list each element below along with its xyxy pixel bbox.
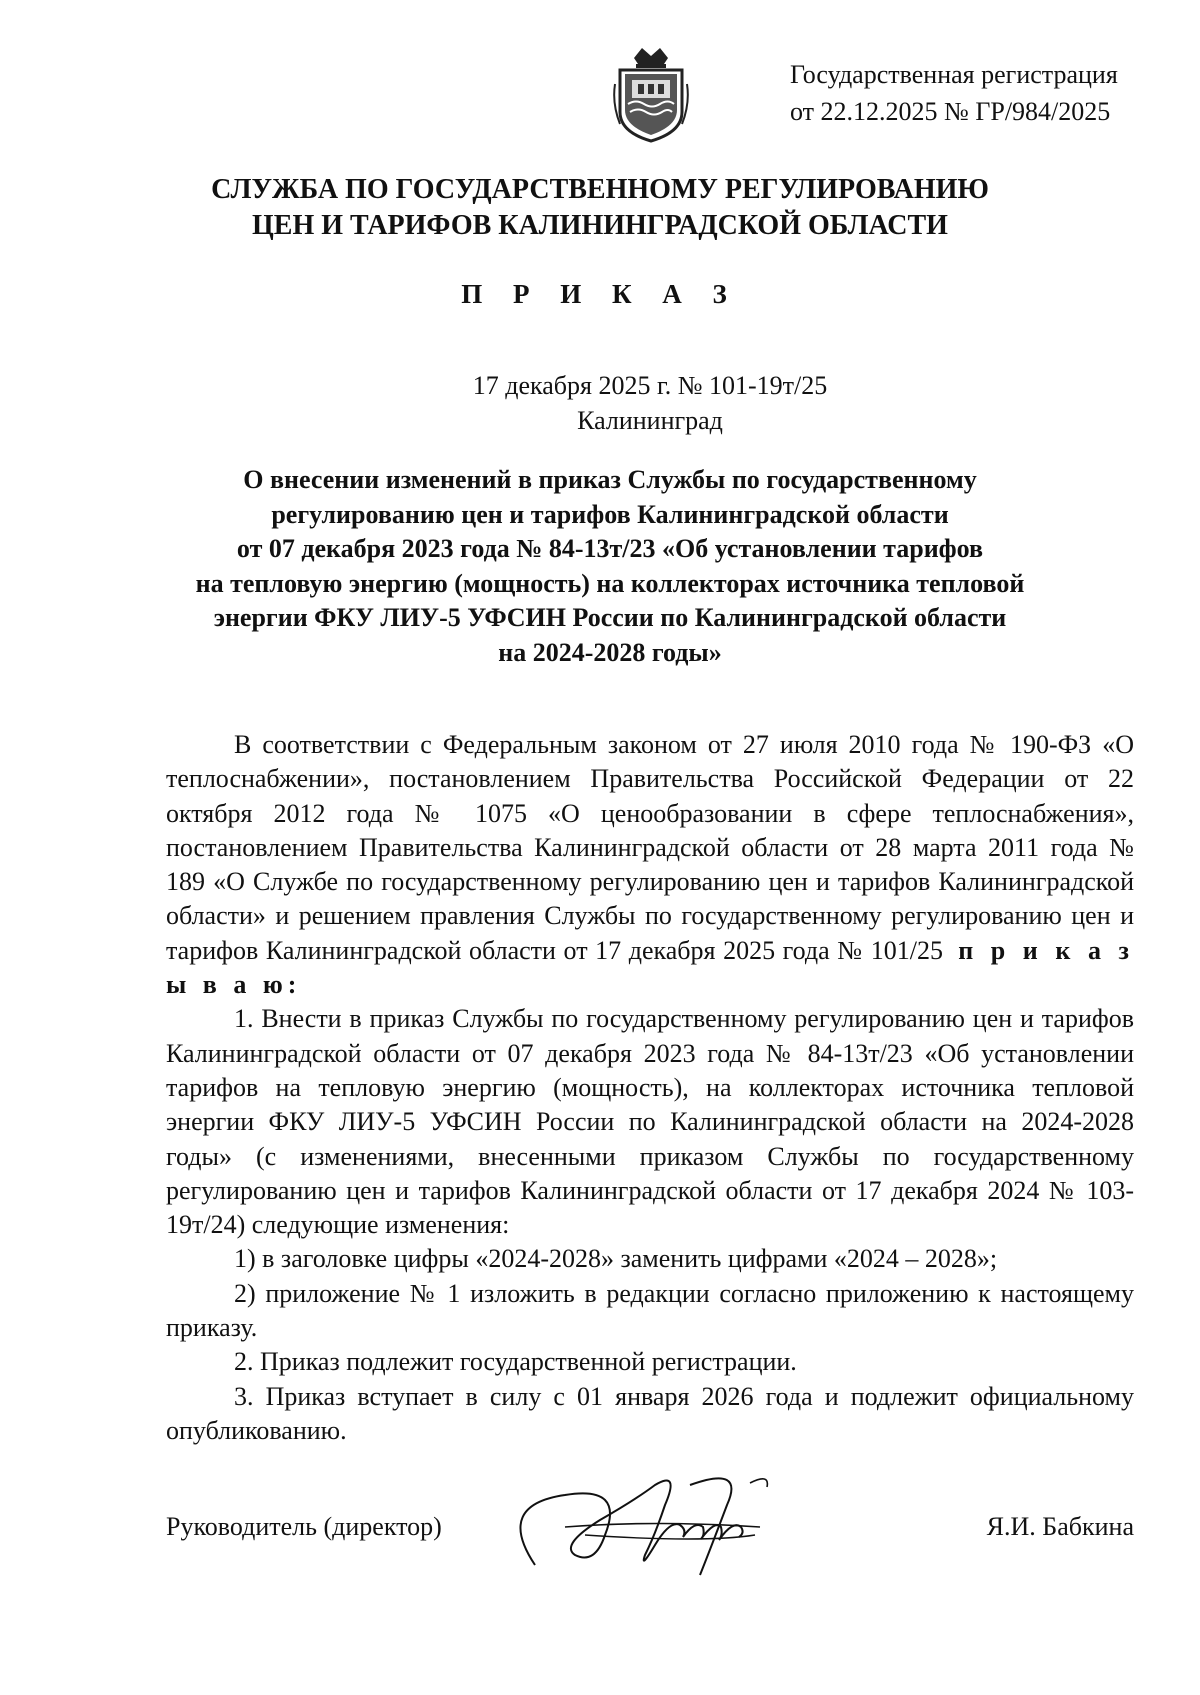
date-and-number	[300, 368, 1000, 438]
document-type: П Р И К А З	[461, 279, 739, 309]
preamble-paragraph	[166, 728, 1134, 1002]
registration-number: от 22.12.2025 № ГР/984/2025	[790, 97, 1111, 126]
item-3: 3. Приказ вступает в силу с 01 января 2026 года и подлежит официальному опубликованию.	[166, 1381, 1134, 1445]
subject-line: О внесении изменений в приказ Службы по государственному	[243, 465, 977, 494]
subject-line: от 07 декабря 2023 года № 84-13т/23 «Об установлении тарифов	[236, 534, 984, 563]
item-1: 1. Внести в приказ Службы по государственному регулированию цен и тарифов Калининградской области от 07 декабря 2023 года № 84-13т/23 «Об установлении тарифов на тепловую энергию (мощность), на коллекторах источника тепловой энергии ФКУ ЛИУ-5 УФСИН России по Калининградской области на 2024-2028 годы» (с изменениями, внесенными приказом Службы по государственному регулированию цен и тарифов Калининградской области от 17 декабря 2024 № 103-19т/24) следующие изменения:	[166, 1004, 1134, 1240]
signature-block	[166, 1512, 1134, 1556]
agency-name	[100, 172, 1100, 244]
subject-line: на тепловую энергию (мощность) на коллекторах источника тепловой	[195, 568, 1025, 598]
agency-name-line-2: ЦЕН И ТАРИФОВ КАЛИНИНГРАДСКОЙ ОБЛАСТИ	[252, 210, 948, 241]
preamble-text: В соответствии с Федеральным законом от 27 июля 2010 года № 190-ФЗ «О теплоснабжении», постановлением Правительства Российской Федерации от 22 октября 2012 года № 1075 «О ценообразовании в сфере теплоснабжения», постановлением Правительства Калининградской области от 28 марта 2011 года № 189 «О Службе по государственному регулированию цен и тарифов Калининградской области» и решением правления Службы по государственному регулированию цен и тарифов Калининградской области от 17 декабря 2025 года № 101/25	[166, 730, 1134, 965]
order-date-number: 17 декабря 2025 г. № 101-19т/25	[472, 371, 828, 400]
subject-line: на 2024-2028 годы»	[498, 637, 722, 667]
registration-title: Государственная регистрация	[790, 60, 1118, 89]
order-verb: п р и к а з ы в а ю:	[166, 935, 1134, 1000]
coat-of-arms-icon	[612, 44, 690, 144]
subject-line: энергии ФКУ ЛИУ-5 УФСИН России по Калининградской области	[213, 603, 1007, 632]
subject-line: регулированию цен и тарифов Калининградской области	[271, 499, 949, 529]
order-city: Калининград	[577, 406, 723, 435]
item-1-sub-1: 1) в заголовке цифры «2024-2028» заменить цифрами «2024 – 2028»;	[234, 1244, 998, 1274]
order-subject	[150, 463, 1070, 670]
order-body	[166, 728, 1134, 1448]
agency-name-line-1: СЛУЖБА ПО ГОСУДАРСТВЕННОМУ РЕГУЛИРОВАНИЮ	[211, 174, 989, 205]
item-1-sub-2: 2) приложение № 1 изложить в редакции согласно приложению к настоящему приказу.	[166, 1278, 1134, 1343]
signer-title: Руководитель (директор)	[166, 1512, 442, 1541]
item-2: 2. Приказ подлежит государственной регистрации.	[234, 1347, 797, 1377]
signer-name: Я.И. Бабкина	[986, 1512, 1134, 1541]
registration-stamp	[790, 56, 1150, 130]
